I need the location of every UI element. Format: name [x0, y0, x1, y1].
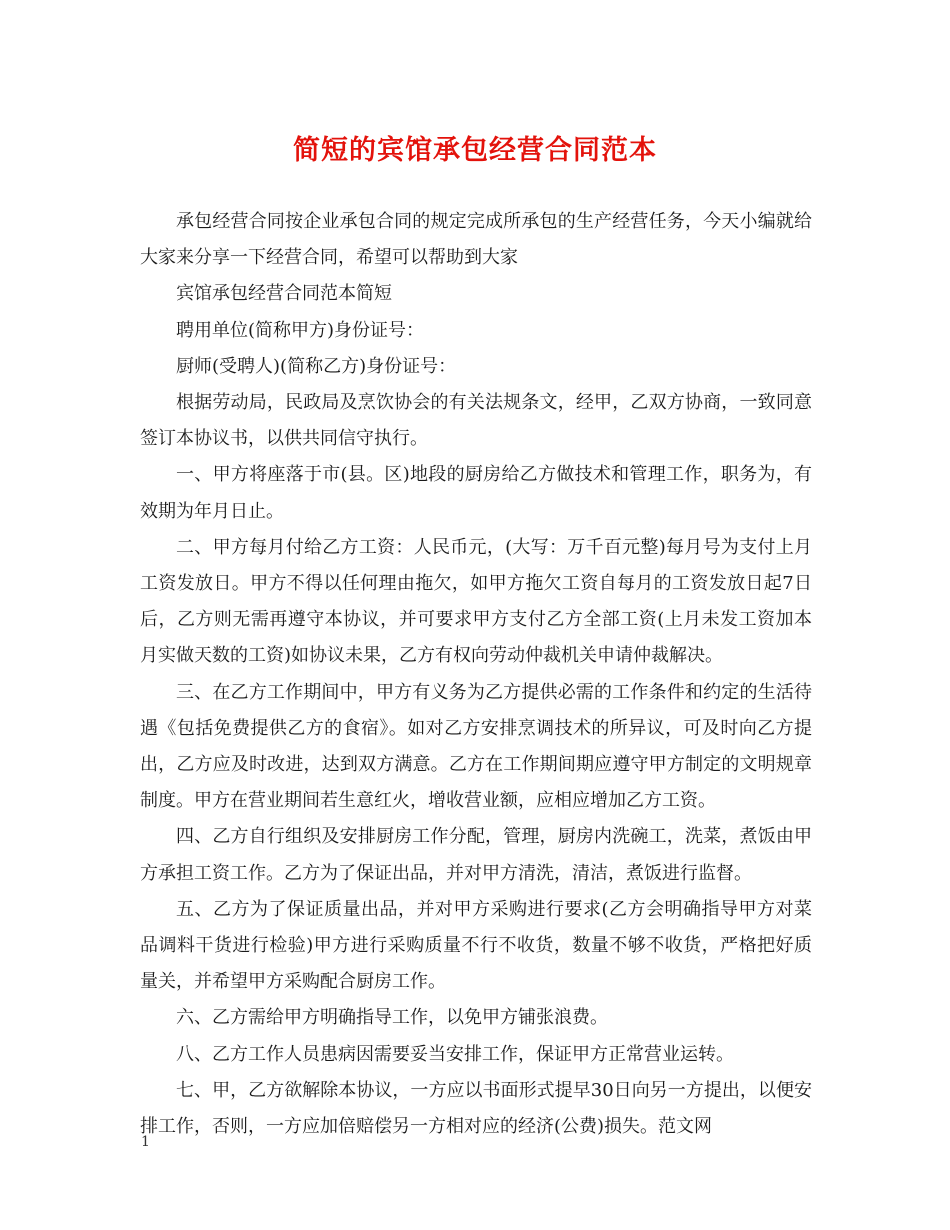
document-title: 简短的宾馆承包经营合同范本: [293, 135, 657, 166]
paragraph-subtitle: 宾馆承包经营合同范本简短: [176, 283, 392, 305]
paragraph-clause-3: 三、在乙方工作期间中，甲方有义务为乙方提供必需的工作条件和约定的生活待遇《包括免费提供乙方的食宿》。如对乙方安排烹调技术的所异议，可及时向乙方提出，乙方应及时改进，达到双方满意。乙方在工作期间期应遵守甲方制定的文明规章制度。甲方在营业期间若生意红火，增收营业额，应相应增加乙方工资。: [140, 681, 812, 812]
paragraph-clause-5: 五、乙方为了保证质量出品，并对甲方采购进行要求(乙方会明确指导甲方对菜品调料干货进行检验)甲方进行采购质量不行不收货，数量不够不收货，严格把好质量关，并希望甲方采购配合厨房工作。: [140, 898, 812, 993]
page-number: 1: [141, 1134, 150, 1150]
paragraph-clause-4: 四、乙方自行组织及安排厨房工作分配，管理，厨房内洗碗工，洗菜，煮饭由甲方承担工资工作。乙方为了保证出品，并对甲方清洗，清洁，煮饭进行监督。: [140, 826, 812, 884]
paragraph-clause-2: 二、甲方每月付给乙方工资：人民币元，(大写：万千百元整)每月号为支付上月工资发放日。甲方不得以任何理由拖欠，如甲方拖欠工资自每月的工资发放日起7日后，乙方则无需再遵守本协议，并可要求甲方支付乙方全部工资(上月未发工资加本月实做天数的工资)如协议未果，乙方有权向劳动仲裁机关申请仲裁解决。: [140, 536, 812, 667]
paragraph-clause-1: 一、甲方将座落于市(县。区)地段的厨房给乙方做技术和管理工作，职务为，有效期为年月日止。: [140, 464, 812, 522]
document-body: [140, 204, 812, 1145]
paragraph-clause-8: 八、乙方工作人员患病因需要妥当安排工作，保证甲方正常营业运转。: [176, 1043, 734, 1065]
paragraph-clause-6: 六、乙方需给甲方明确指导工作，以免甲方铺张浪费。: [176, 1007, 608, 1029]
paragraph-basis: 根据劳动局，民政局及烹饮协会的有关法规条文，经甲，乙双方协商，一致同意签订本协议书，以供共同信守执行。: [140, 392, 812, 450]
paragraph-chef: 厨师(受聘人)(简称乙方)身份证号：: [176, 355, 457, 377]
paragraph-employer: 聘用单位(简称甲方)身份证号：: [176, 319, 425, 341]
paragraph-clause-7: 七、甲，乙方欲解除本协议，一方应以书面形式提早30日向另一方提出，以便安排工作，否则，一方应加倍赔偿另一方相对应的经济(公费)损失。范文网: [140, 1079, 812, 1138]
paragraph-intro: 承包经营合同按企业承包合同的规定完成所承包的生产经营任务，今天小编就给大家来分享一下经营合同，希望可以帮助到大家: [140, 211, 812, 269]
